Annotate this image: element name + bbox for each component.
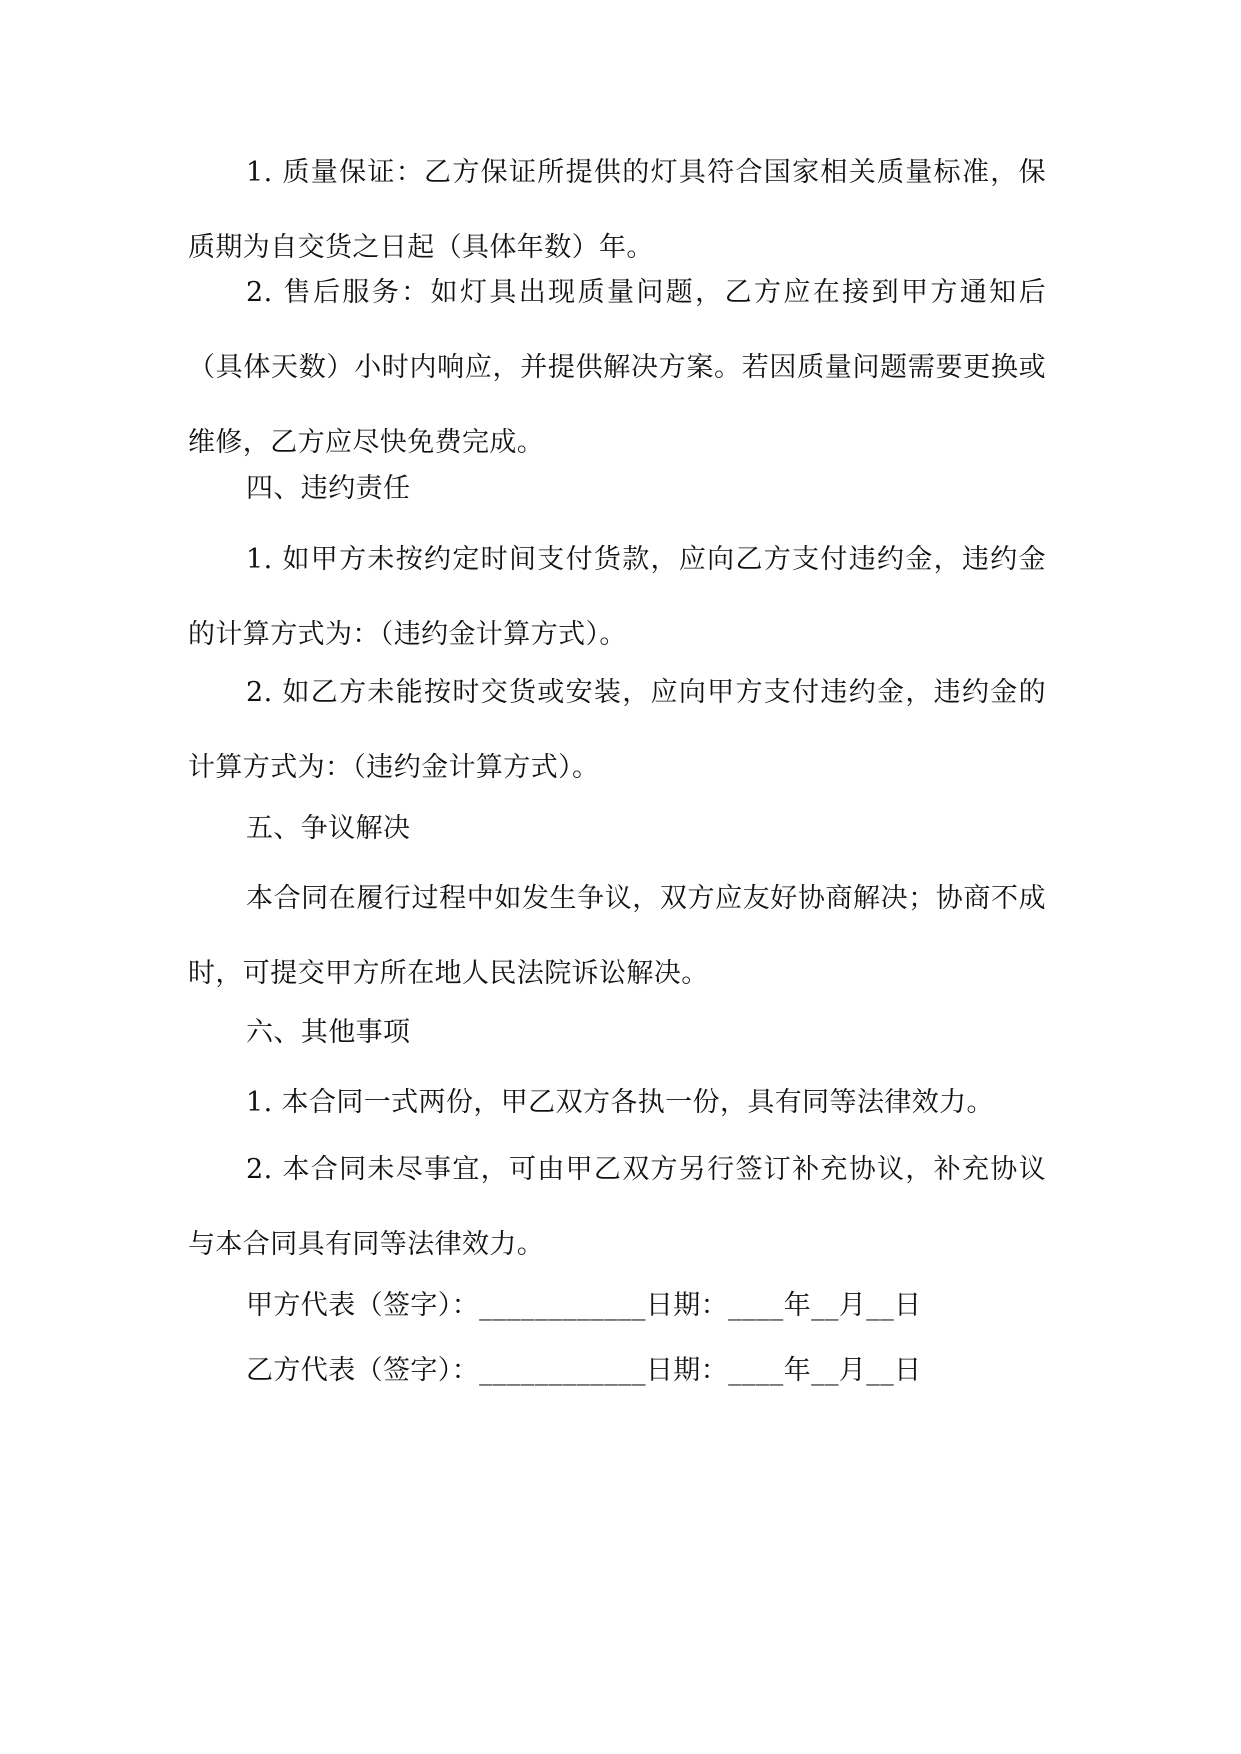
party-a-signature-label: 甲方代表（签字）：____________ bbox=[246, 1290, 646, 1321]
paragraph-quality-guarantee: 1. 质量保证：乙方保证所提供的灯具符合国家相关质量标准，保质期为自交货之日起（具体年数）年。 bbox=[188, 157, 1046, 263]
section-heading-breach-liability: 四、违约责任 bbox=[246, 473, 411, 504]
signature-line-party-a bbox=[246, 1286, 922, 1326]
party-a-date: 日期：____年__月__日 bbox=[645, 1290, 922, 1321]
paragraph-party-b-late-delivery: 2. 如乙方未能按时交货或安装，应向甲方支付违约金，违约金的计算方式为：（违约金计算方式）。 bbox=[188, 677, 1046, 783]
paragraph-supplementary-agreement: 2. 本合同未尽事宜，可由甲乙双方另行签订补充协议，补充协议与本合同具有同等法律效力。 bbox=[188, 1154, 1046, 1260]
paragraph-dispute-resolution: 本合同在履行过程中如发生争议，双方应友好协商解决；协商不成时，可提交甲方所在地人民法院诉讼解决。 bbox=[188, 883, 1046, 989]
paragraph-copies: 1. 本合同一式两份，甲乙双方各执一份，具有同等法律效力。 bbox=[246, 1087, 994, 1118]
section-heading-dispute-resolution: 五、争议解决 bbox=[246, 813, 411, 844]
party-b-date: 日期：____年__月__日 bbox=[645, 1355, 922, 1386]
party-b-signature-label: 乙方代表（签字）：____________ bbox=[246, 1355, 646, 1386]
paragraph-party-a-late-payment: 1. 如甲方未按约定时间支付货款，应向乙方支付违约金，违约金的计算方式为：（违约金计算方式）。 bbox=[188, 544, 1046, 650]
paragraph-after-sales-service: 2. 售后服务：如灯具出现质量问题，乙方应在接到甲方通知后（具体天数）小时内响应，并提供解决方案。若因质量问题需要更换或维修，乙方应尽快免费完成。 bbox=[188, 277, 1046, 458]
signature-line-party-b bbox=[246, 1351, 922, 1391]
section-heading-other-matters: 六、其他事项 bbox=[246, 1017, 411, 1048]
